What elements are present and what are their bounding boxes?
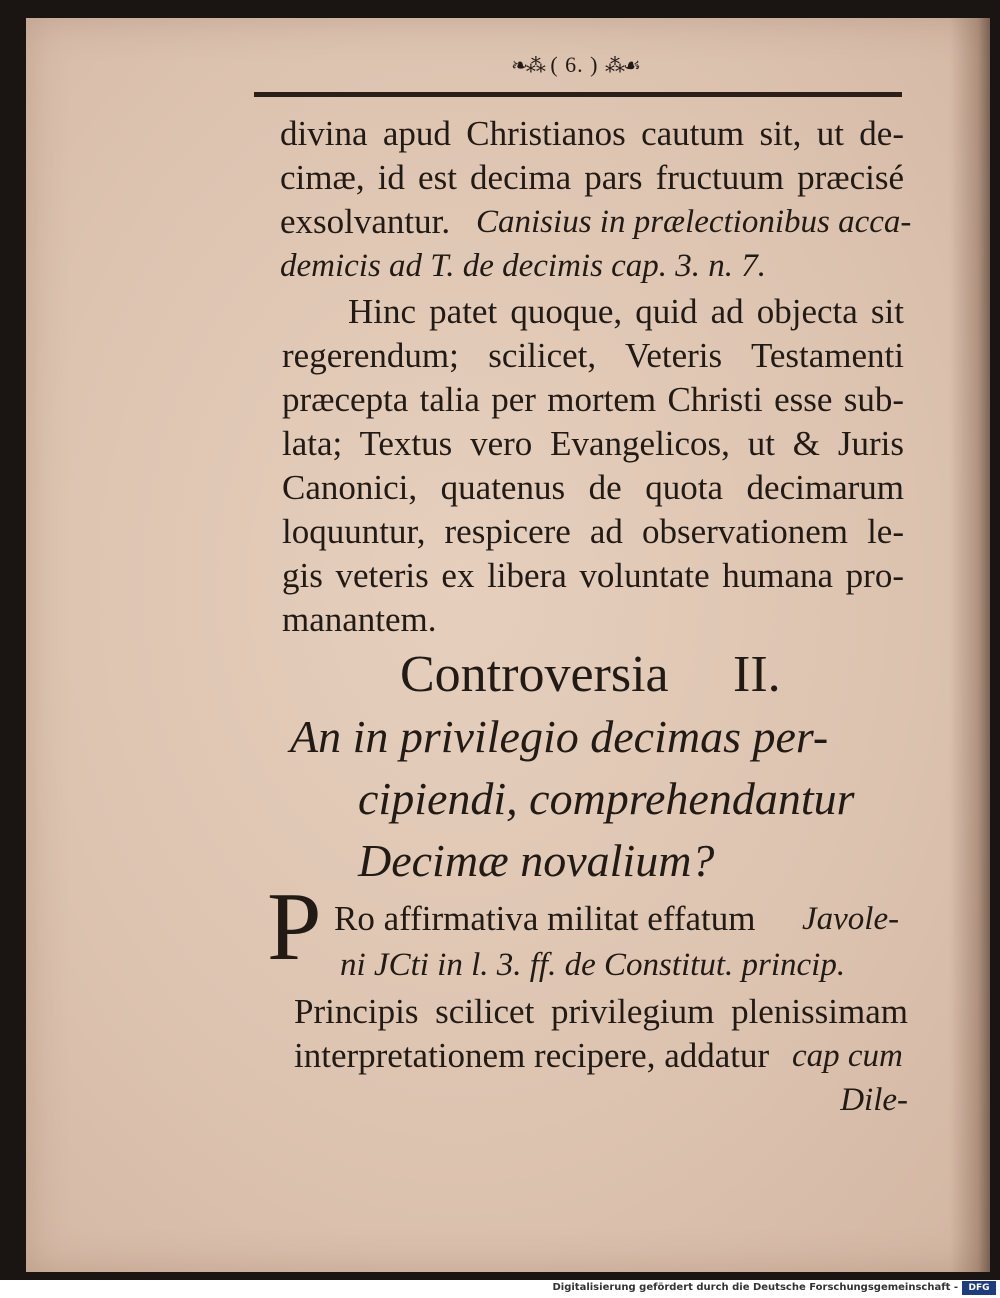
page-number: ( 6. )	[550, 52, 599, 77]
text-line: exsolvantur.	[280, 202, 451, 241]
section-heading: Controversia	[400, 646, 669, 703]
text-line: Canonici, quatenus de quota decimarum	[282, 468, 904, 507]
section-title-line: An in privilegio decimas per-	[290, 711, 829, 762]
text-line: lata; Textus vero Evangelicos, ut & Juris	[282, 424, 904, 463]
ornament-left-icon: ❧⁂	[511, 55, 544, 77]
catchword: Dile-	[840, 1082, 908, 1118]
page-edge-shadow	[950, 18, 990, 1272]
citation-text: demicis ad T. de decimis cap. 3. n. 7.	[280, 248, 767, 284]
funding-credit: Digitalisierung gefördert durch die Deutsche Forschungsgemeinschaft -	[552, 1282, 958, 1293]
text-line: divina apud Christianos cautum sit, ut de-	[280, 114, 904, 153]
ornament-right-icon: ⁂☙	[604, 55, 639, 77]
text-line: præcepta talia per mortem Christi esse sub-	[282, 380, 904, 419]
text-line: manantem.	[282, 600, 437, 639]
citation-text: ni JCti in l. 3. ff. de Constitut. princip.	[340, 947, 846, 983]
section-numeral: II.	[733, 646, 781, 703]
text-line: Hinc patet quoque, quid ad objecta sit	[348, 292, 904, 331]
text-line: Ro affirmativa militat effatum	[334, 899, 756, 938]
text-line: gis veteris ex libera voluntate humana pro-	[282, 556, 904, 595]
page-header	[455, 52, 695, 78]
text-line: Principis scilicet privilegium plenissimam	[294, 992, 908, 1031]
text-line: regerendum; scilicet, Veteris Testamenti	[282, 336, 904, 375]
citation-text: cap cum	[792, 1038, 903, 1074]
citation-text: Canisius in prælectionibus acca-	[476, 204, 912, 240]
text-line: interpretationem recipere, addatur	[294, 1036, 770, 1075]
section-title-line: Decimæ novalium?	[358, 835, 715, 886]
section-title-line: cipiendi, comprehendantur	[358, 773, 855, 824]
drop-cap: P	[267, 873, 322, 981]
text-line: loquuntur, respicere ad observationem le-	[282, 512, 904, 551]
citation-text: Javole-	[802, 901, 900, 937]
header-rule	[254, 92, 902, 97]
text-line: cimæ, id est decima pars fructuum præcisé	[280, 158, 904, 197]
dfg-logo-icon: DFG	[962, 1281, 996, 1295]
